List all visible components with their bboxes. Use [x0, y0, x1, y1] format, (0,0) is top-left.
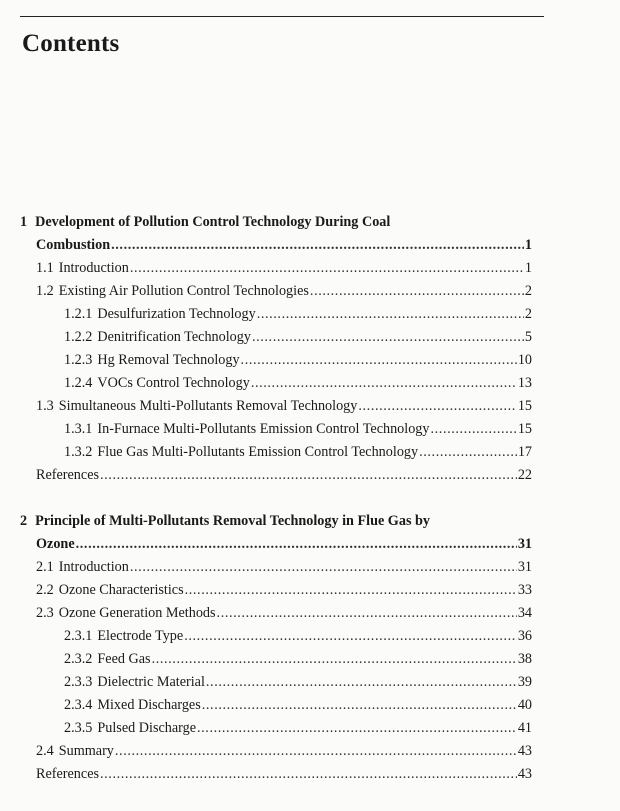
toc-entry-text: Electrode Type [97, 628, 184, 644]
toc-entry-text: Introduction [58, 260, 129, 276]
toc-entry[interactable] [64, 717, 532, 740]
toc-entry-number: 2.3.4 [64, 697, 93, 713]
toc-page-number: 34 [517, 605, 532, 621]
toc-entry-text: Ozone Generation Methods [58, 605, 216, 621]
toc-page-number: 2 [524, 306, 532, 322]
dot-leader [241, 349, 517, 372]
dot-leader [252, 326, 524, 349]
toc-entry-label [36, 579, 184, 602]
toc-entry-number: 2.3.3 [64, 674, 93, 690]
toc-entry[interactable] [36, 280, 532, 303]
toc-page-number: 2 [524, 283, 532, 299]
toc-entry[interactable] [36, 395, 532, 418]
chapter-title-line1: Development of Pollution Control Technology During Coal [35, 214, 391, 230]
toc-page-number: 36 [517, 628, 532, 644]
header-rule [20, 16, 544, 17]
dot-leader [100, 763, 517, 786]
toc-entry-label [64, 372, 250, 395]
chapter-gap [0, 487, 620, 510]
toc-entry-number: 1.2.3 [64, 352, 93, 368]
dot-leader [111, 234, 524, 257]
toc-entry-label [64, 717, 196, 740]
toc-entry-text: VOCs Control Technology [97, 375, 250, 391]
toc-page-number: 5 [524, 329, 532, 345]
toc-entry-text: Existing Air Pollution Control Technologies [58, 283, 309, 299]
toc-entry-label [36, 464, 99, 487]
dot-leader [251, 372, 517, 395]
toc-entry-number: 2.4 [36, 743, 54, 759]
toc-entry-number: 2.2 [36, 582, 54, 598]
toc-entry[interactable] [64, 625, 532, 648]
chapter-page-number: 1 [524, 237, 532, 253]
dot-leader [152, 648, 517, 671]
toc-entry-label [36, 556, 129, 579]
dot-leader [76, 533, 517, 556]
toc-entry-text: Simultaneous Multi-Pollutants Removal Technology [58, 398, 358, 414]
toc-entry-number: 1.3.1 [64, 421, 93, 437]
toc-entry[interactable] [64, 326, 532, 349]
toc-entry-label [64, 625, 183, 648]
toc-entry-number: 2.3.5 [64, 720, 93, 736]
dot-leader [206, 671, 517, 694]
toc-entry-text: Mixed Discharges [97, 697, 201, 713]
toc-entry-number: 2.3.2 [64, 651, 93, 667]
toc-entry-label [64, 349, 240, 372]
toc-entry-text: Flue Gas Multi-Pollutants Emission Control Technology [97, 444, 419, 460]
dot-leader [184, 625, 517, 648]
dot-leader [197, 717, 517, 740]
toc-page-number: 40 [517, 697, 532, 713]
toc-entry-text: Denitrification Technology [97, 329, 251, 345]
toc-entry-label [36, 280, 309, 303]
toc-page-number: 43 [517, 743, 532, 759]
toc-entry[interactable] [36, 257, 532, 280]
toc-entry-text: References [36, 467, 100, 483]
dot-leader [115, 740, 517, 763]
toc-entry-text: Desulfurization Technology [97, 306, 256, 322]
dot-leader [185, 579, 517, 602]
chapter-heading[interactable] [20, 211, 532, 234]
toc-entry-label [64, 418, 430, 441]
toc-entry-text: Feed Gas [97, 651, 151, 667]
table-of-contents [0, 211, 620, 786]
dot-leader [130, 257, 524, 280]
toc-entry[interactable] [36, 579, 532, 602]
toc-page-number: 10 [517, 352, 532, 368]
page-title: Contents [22, 30, 120, 57]
toc-page-number: 17 [517, 444, 532, 460]
toc-entry[interactable] [64, 671, 532, 694]
toc-page-number: 39 [517, 674, 532, 690]
toc-page-number: 33 [517, 582, 532, 598]
chapter-heading-continued[interactable] [36, 533, 532, 556]
dot-leader [202, 694, 517, 717]
toc-page-number: 13 [517, 375, 532, 391]
toc-entry-text: In-Furnace Multi-Pollutants Emission Control Technology [97, 421, 430, 437]
toc-entry-label [64, 694, 201, 717]
toc-entry-text: Introduction [58, 559, 129, 575]
chapter-title-line2: Ozone [36, 536, 75, 552]
toc-page-number: 38 [517, 651, 532, 667]
toc-entry[interactable] [64, 418, 532, 441]
toc-entry-text: References [36, 766, 100, 782]
toc-entry-number: 2.3.1 [64, 628, 93, 644]
toc-entry[interactable] [36, 556, 532, 579]
chapter-number: 1 [20, 214, 28, 230]
toc-entry-label [64, 326, 251, 349]
toc-entry[interactable] [64, 303, 532, 326]
toc-entry-number: 1.3.2 [64, 444, 93, 460]
toc-entry-text: Hg Removal Technology [97, 352, 240, 368]
chapter-title-line2: Combustion [36, 237, 111, 253]
toc-entry-label [64, 648, 151, 671]
dot-leader [100, 464, 517, 487]
toc-entry[interactable] [36, 740, 532, 763]
toc-entry-label [64, 303, 256, 326]
toc-entry-label [64, 671, 205, 694]
toc-entry[interactable] [64, 694, 532, 717]
toc-page-number: 1 [524, 260, 532, 276]
toc-entry-number: 1.2.1 [64, 306, 93, 322]
toc-entry-text: Summary [58, 743, 114, 759]
toc-entry[interactable] [36, 602, 532, 625]
toc-page-number: 31 [517, 559, 532, 575]
toc-entry-text: Pulsed Discharge [97, 720, 197, 736]
chapter-heading-continued[interactable] [36, 234, 532, 257]
toc-entry[interactable] [64, 648, 532, 671]
dot-leader [130, 556, 517, 579]
toc-references[interactable] [36, 763, 532, 786]
toc-entry-number: 2.1 [36, 559, 54, 575]
dot-leader [419, 441, 517, 464]
toc-entry-label [36, 602, 216, 625]
dot-leader [358, 395, 516, 418]
dot-leader [257, 303, 524, 326]
toc-entry-number: 1.1 [36, 260, 54, 276]
chapter-title-line1: Principle of Multi-Pollutants Removal Technology in Flue Gas by [35, 513, 430, 529]
toc-entry-label [36, 740, 114, 763]
toc-entry-number: 1.3 [36, 398, 54, 414]
toc-entry[interactable] [64, 372, 532, 395]
toc-page-number: 41 [517, 720, 532, 736]
toc-entry[interactable] [64, 441, 532, 464]
toc-entry-number: 1.2.2 [64, 329, 93, 345]
chapter-page-number: 31 [517, 536, 532, 552]
toc-page-number: 43 [517, 766, 532, 782]
dot-leader [217, 602, 517, 625]
toc-entry-label [36, 395, 357, 418]
toc-entry-text: Dielectric Material [97, 674, 205, 690]
toc-page-number: 22 [517, 467, 532, 483]
toc-entry-label [36, 763, 99, 786]
toc-page-number: 15 [517, 421, 532, 437]
toc-entry-label [64, 441, 418, 464]
toc-entry-number: 1.2 [36, 283, 54, 299]
toc-entry-number: 1.2.4 [64, 375, 93, 391]
dot-leader [310, 280, 524, 303]
toc-page-number: 15 [517, 398, 532, 414]
chapter-heading[interactable] [20, 510, 532, 533]
dot-leader [431, 418, 517, 441]
toc-entry-number: 2.3 [36, 605, 54, 621]
toc-references[interactable] [36, 464, 532, 487]
toc-entry[interactable] [64, 349, 532, 372]
chapter-number: 2 [20, 513, 28, 529]
toc-entry-text: Ozone Characteristics [58, 582, 184, 598]
toc-entry-label [36, 257, 129, 280]
